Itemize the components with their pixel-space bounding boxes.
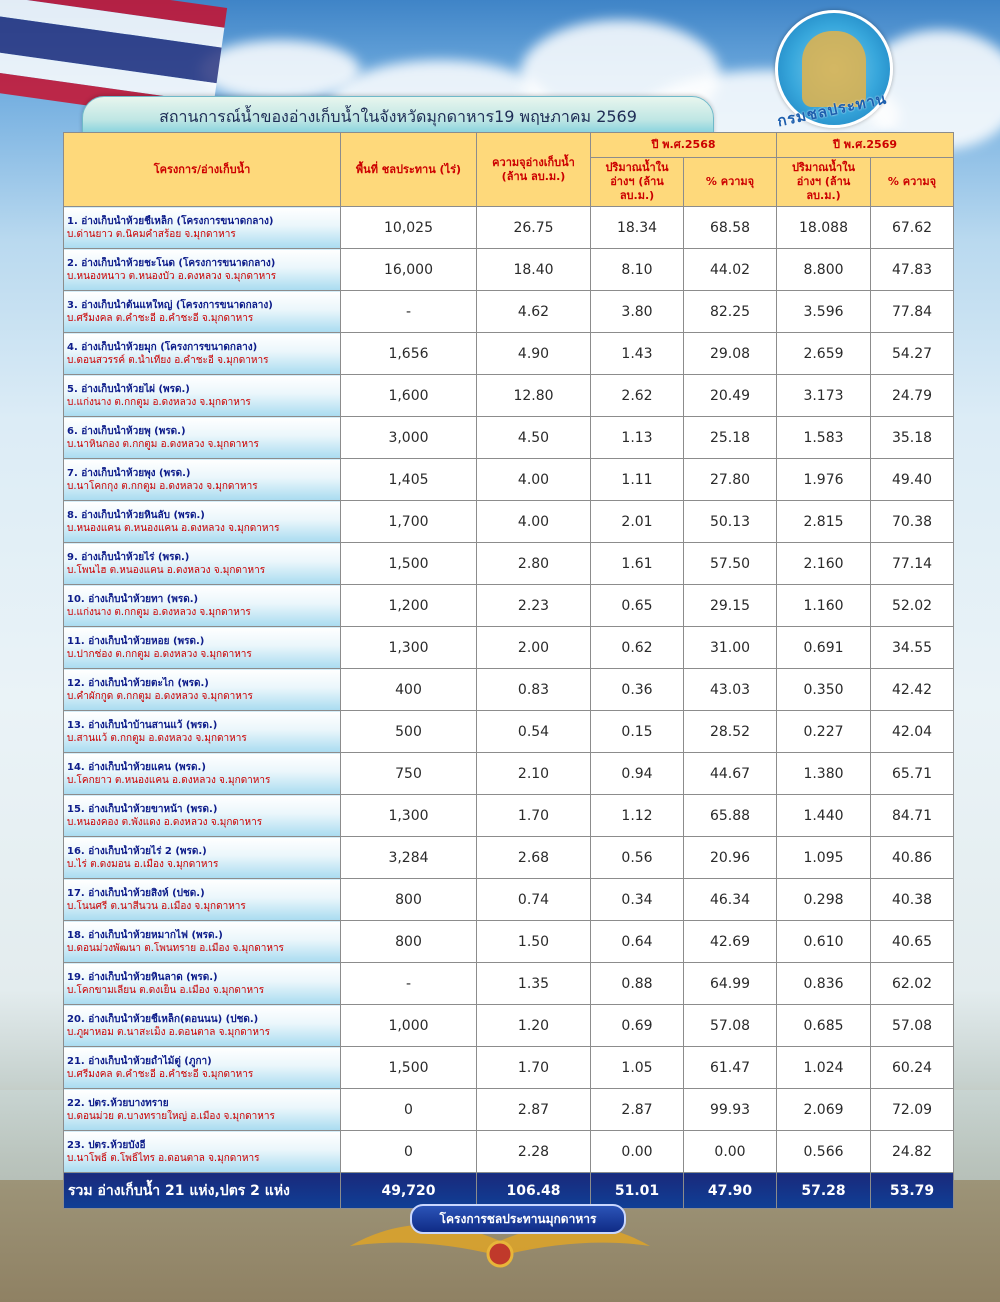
reservoir-name: 15. อ่างเก็บน้ำห้วยขาหน้า (พรด.) bbox=[67, 803, 218, 815]
reservoir-name: 13. อ่างเก็บน้ำบ้านสานแว้ (พรด.) bbox=[67, 719, 218, 731]
header-percent-2568: % ความจุ bbox=[684, 158, 777, 207]
cell-p68: 61.47 bbox=[684, 1047, 777, 1089]
cell-cap: 0.74 bbox=[477, 879, 591, 921]
cell-p69: 77.84 bbox=[871, 291, 954, 333]
cell-area: 1,000 bbox=[341, 1005, 477, 1047]
table-row bbox=[64, 585, 954, 627]
cell-v68: 1.61 bbox=[591, 543, 684, 585]
reservoir-location: บ.สานแว้ ต.กกตูม อ.ดงหลวง จ.มุกดาหาร bbox=[67, 732, 247, 744]
cell-v68: 2.01 bbox=[591, 501, 684, 543]
reservoir-name: 5. อ่างเก็บน้ำห้วยไผ่ (พรด.) bbox=[67, 383, 190, 395]
cell-v69: 1.024 bbox=[777, 1047, 871, 1089]
cell-cap: 0.54 bbox=[477, 711, 591, 753]
cell-v69: 0.350 bbox=[777, 669, 871, 711]
table-row bbox=[64, 669, 954, 711]
cell-p68: 28.52 bbox=[684, 711, 777, 753]
cell-p68: 44.02 bbox=[684, 249, 777, 291]
reservoir-name-cell bbox=[64, 795, 341, 837]
reservoir-name: 19. อ่างเก็บน้ำห้วยหินลาด (พรด.) bbox=[67, 971, 218, 983]
cell-area: 1,405 bbox=[341, 459, 477, 501]
reservoir-location: บ.โพนไฮ ต.หนองแคน อ.ดงหลวง จ.มุกดาหาร bbox=[67, 564, 266, 576]
reservoir-name-cell bbox=[64, 501, 341, 543]
cell-v69: 1.583 bbox=[777, 417, 871, 459]
reservoir-location: บ.แก่งนาง ต.กกตูม อ.ดงหลวง จ.มุกดาหาร bbox=[67, 396, 251, 408]
cell-area: 1,300 bbox=[341, 627, 477, 669]
reservoir-name: 22. ปตร.ห้วยบางทราย bbox=[67, 1097, 169, 1109]
table-row bbox=[64, 291, 954, 333]
table-row bbox=[64, 1005, 954, 1047]
reservoir-location: บ.นาโพธิ์ ต.โพธิ์ไทร อ.ดอนตาล จ.มุกดาหาร bbox=[67, 1152, 260, 1164]
reservoir-name-cell bbox=[64, 207, 341, 249]
cell-cap: 0.83 bbox=[477, 669, 591, 711]
cell-area: 500 bbox=[341, 711, 477, 753]
cell-p68: 0.00 bbox=[684, 1131, 777, 1173]
cell-cap: 2.23 bbox=[477, 585, 591, 627]
reservoir-name-cell bbox=[64, 627, 341, 669]
cell-cap: 1.50 bbox=[477, 921, 591, 963]
cell-v68: 2.87 bbox=[591, 1089, 684, 1131]
reservoir-name-cell bbox=[64, 333, 341, 375]
table-row bbox=[64, 1131, 954, 1173]
cell-v69: 0.691 bbox=[777, 627, 871, 669]
reservoir-name: 11. อ่างเก็บน้ำห้วยหอย (พรด.) bbox=[67, 635, 205, 647]
table-row bbox=[64, 501, 954, 543]
cell-p68: 50.13 bbox=[684, 501, 777, 543]
cell-v68: 0.15 bbox=[591, 711, 684, 753]
cell-area: 1,200 bbox=[341, 585, 477, 627]
cell-cap: 1.35 bbox=[477, 963, 591, 1005]
cell-p69: 70.38 bbox=[871, 501, 954, 543]
reservoir-name: 7. อ่างเก็บน้ำห้วยพุง (พรด.) bbox=[67, 467, 191, 479]
reservoir-location: บ.ศรีมงคล ต.คำชะอี อ.คำชะอี จ.มุกดาหาร bbox=[67, 1068, 254, 1080]
cell-cap: 26.75 bbox=[477, 207, 591, 249]
table-row bbox=[64, 837, 954, 879]
cell-area: 3,284 bbox=[341, 837, 477, 879]
reservoir-name-cell bbox=[64, 921, 341, 963]
reservoir-name: 12. อ่างเก็บน้ำห้วยตะไก (พรด.) bbox=[67, 677, 209, 689]
cell-v69: 1.095 bbox=[777, 837, 871, 879]
cell-area: - bbox=[341, 963, 477, 1005]
cell-v68: 0.00 bbox=[591, 1131, 684, 1173]
reservoir-name: 4. อ่างเก็บน้ำห้วยมุก (โครงการขนาดกลาง) bbox=[67, 341, 258, 353]
cell-area: 750 bbox=[341, 753, 477, 795]
table-row bbox=[64, 417, 954, 459]
reservoir-name: 10. อ่างเก็บน้ำห้วยทา (พรด.) bbox=[67, 593, 199, 605]
cell-v69: 8.800 bbox=[777, 249, 871, 291]
reservoir-location: บ.ดอนม่วงพัฒนา ต.โพนทราย อ.เมือง จ.มุกดาหาร bbox=[67, 942, 284, 954]
cell-area: 1,700 bbox=[341, 501, 477, 543]
reservoir-name: 21. อ่างเก็บน้ำห้วยถ้ำไม้ตู่ (ภูกา) bbox=[67, 1055, 212, 1067]
cell-v68: 8.10 bbox=[591, 249, 684, 291]
cell-v68: 0.62 bbox=[591, 627, 684, 669]
cell-v68: 1.05 bbox=[591, 1047, 684, 1089]
header-volume-2568: ปริมาณน้ำใน อ่างฯ (ล้าน ลบ.ม.) bbox=[591, 158, 684, 207]
reservoir-name-cell bbox=[64, 753, 341, 795]
page-title: สถานการณ์น้ำของอ่างเก็บน้ำในจังหวัดมุกดาหาร19 พฤษภาคม 2569 bbox=[159, 107, 637, 126]
cell-area: 16,000 bbox=[341, 249, 477, 291]
cell-v68: 1.43 bbox=[591, 333, 684, 375]
cell-p69: 49.40 bbox=[871, 459, 954, 501]
reservoir-name: 20. อ่างเก็บน้ำห้วยชี้เหล็ก(ดอนนน) (ปชด.) bbox=[67, 1013, 259, 1025]
cell-area: 400 bbox=[341, 669, 477, 711]
cell-v69: 2.069 bbox=[777, 1089, 871, 1131]
reservoir-name-cell bbox=[64, 1089, 341, 1131]
cell-p69: 54.27 bbox=[871, 333, 954, 375]
cell-cap: 4.00 bbox=[477, 501, 591, 543]
reservoir-name: 6. อ่างเก็บน้ำห้วยพุ (พรด.) bbox=[67, 425, 186, 437]
cell-cap: 4.62 bbox=[477, 291, 591, 333]
cell-p69: 65.71 bbox=[871, 753, 954, 795]
cell-v69: 3.173 bbox=[777, 375, 871, 417]
reservoir-name: 9. อ่างเก็บน้ำห้วยไร่ (พรด.) bbox=[67, 551, 190, 563]
cell-p68: 20.96 bbox=[684, 837, 777, 879]
reservoir-location: บ.หนองคอง ต.พังแดง อ.ดงหลวง จ.มุกดาหาร bbox=[67, 816, 263, 828]
cell-v68: 0.34 bbox=[591, 879, 684, 921]
header-area: พื้นที่ ชลประทาน (ไร่) bbox=[341, 133, 477, 207]
total-p69: 53.79 bbox=[871, 1173, 954, 1209]
cell-cap: 2.87 bbox=[477, 1089, 591, 1131]
reservoir-name: 2. อ่างเก็บน้ำห้วยชะโนด (โครงการขนาดกลาง) bbox=[67, 257, 276, 269]
reservoir-name-cell bbox=[64, 879, 341, 921]
cell-cap: 1.20 bbox=[477, 1005, 591, 1047]
cell-p68: 46.34 bbox=[684, 879, 777, 921]
reservoir-name: 17. อ่างเก็บน้ำห้วยสิงห์ (ปชด.) bbox=[67, 887, 205, 899]
cell-v68: 0.64 bbox=[591, 921, 684, 963]
cell-p68: 65.88 bbox=[684, 795, 777, 837]
cell-v69: 3.596 bbox=[777, 291, 871, 333]
cell-area: 1,500 bbox=[341, 543, 477, 585]
reservoir-location: บ.โคกยาว ต.หนองแคน อ.ดงหลวง จ.มุกดาหาร bbox=[67, 774, 271, 786]
cell-v68: 0.36 bbox=[591, 669, 684, 711]
reservoir-location: บ.โนนศรี ต.นาสีนวน อ.เมือง จ.มุกดาหาร bbox=[67, 900, 246, 912]
table-row bbox=[64, 795, 954, 837]
cell-area: 10,025 bbox=[341, 207, 477, 249]
table-row bbox=[64, 249, 954, 291]
reservoir-location: บ.ปากช่อง ต.กกตูม อ.ดงหลวง จ.มุกดาหาร bbox=[67, 648, 252, 660]
table-row bbox=[64, 543, 954, 585]
table-row bbox=[64, 459, 954, 501]
cell-p69: 34.55 bbox=[871, 627, 954, 669]
logo-text: กรมชลประทาน bbox=[775, 89, 889, 131]
cell-p69: 72.09 bbox=[871, 1089, 954, 1131]
reservoir-location: บ.ด่านยาว ต.นิคมคำสร้อย จ.มุกดาหาร bbox=[67, 228, 236, 240]
reservoir-name-cell bbox=[64, 585, 341, 627]
cell-cap: 1.70 bbox=[477, 795, 591, 837]
cell-p68: 99.93 bbox=[684, 1089, 777, 1131]
cell-p69: 24.82 bbox=[871, 1131, 954, 1173]
total-v69: 57.28 bbox=[777, 1173, 871, 1209]
reservoir-location: บ.ดอนสวรรค์ ต.น้ำเที่ยง อ.คำชะอี จ.มุกดาหาร bbox=[67, 354, 269, 366]
cell-area: 800 bbox=[341, 921, 477, 963]
reservoir-name-cell bbox=[64, 375, 341, 417]
reservoir-name-cell bbox=[64, 711, 341, 753]
reservoir-name-cell bbox=[64, 459, 341, 501]
reservoir-name-cell bbox=[64, 249, 341, 291]
table-row bbox=[64, 921, 954, 963]
header-capacity: ความจุอ่างเก็บน้ำ (ล้าน ลบ.ม.) bbox=[477, 133, 591, 207]
header-year-2568: ปี พ.ศ.2568 bbox=[591, 133, 777, 158]
header-year-2569: ปี พ.ศ.2569 bbox=[777, 133, 954, 158]
reservoir-location: บ.ดอนม่วย ต.บางทรายใหญ่ อ.เมือง จ.มุกดาหาร bbox=[67, 1110, 275, 1122]
cell-v69: 0.298 bbox=[777, 879, 871, 921]
cell-v68: 0.69 bbox=[591, 1005, 684, 1047]
reservoir-name: 18. อ่างเก็บน้ำห้วยหมากไฟ (พรด.) bbox=[67, 929, 223, 941]
cell-p69: 40.38 bbox=[871, 879, 954, 921]
cell-p69: 57.08 bbox=[871, 1005, 954, 1047]
footer-label: โครงการชลประทานมุกดาหาร bbox=[410, 1204, 626, 1234]
header-project: โครงการ/อ่างเก็บน้ำ bbox=[64, 133, 341, 207]
cell-cap: 2.28 bbox=[477, 1131, 591, 1173]
cell-p68: 27.80 bbox=[684, 459, 777, 501]
cell-p68: 29.08 bbox=[684, 333, 777, 375]
cell-cap: 2.00 bbox=[477, 627, 591, 669]
cell-p68: 57.50 bbox=[684, 543, 777, 585]
reservoir-name: 14. อ่างเก็บน้ำห้วยแคน (พรด.) bbox=[67, 761, 206, 773]
reservoir-location: บ.แก่งนาง ต.กกตูม อ.ดงหลวง จ.มุกดาหาร bbox=[67, 606, 251, 618]
cell-v69: 2.815 bbox=[777, 501, 871, 543]
total-label: รวม อ่างเก็บน้ำ 21 แห่ง,ปตร 2 แห่ง bbox=[64, 1173, 341, 1209]
cell-p69: 62.02 bbox=[871, 963, 954, 1005]
cell-v69: 2.659 bbox=[777, 333, 871, 375]
reservoir-name-cell bbox=[64, 963, 341, 1005]
cell-area: 1,656 bbox=[341, 333, 477, 375]
cell-cap: 4.00 bbox=[477, 459, 591, 501]
cell-v68: 1.13 bbox=[591, 417, 684, 459]
reservoir-location: บ.โคกขามเลียน ต.ดงเย็น อ.เมือง จ.มุกดาหาร bbox=[67, 984, 265, 996]
cell-area: 0 bbox=[341, 1089, 477, 1131]
cell-p69: 42.04 bbox=[871, 711, 954, 753]
total-v68: 51.01 bbox=[591, 1173, 684, 1209]
reservoir-name: 1. อ่างเก็บน้ำห้วยชี้เหล็ก (โครงการขนาดกลาง) bbox=[67, 215, 274, 227]
cell-v68: 18.34 bbox=[591, 207, 684, 249]
table-row bbox=[64, 879, 954, 921]
cell-cap: 12.80 bbox=[477, 375, 591, 417]
cell-p69: 84.71 bbox=[871, 795, 954, 837]
reservoir-name-cell bbox=[64, 837, 341, 879]
table-row bbox=[64, 963, 954, 1005]
title-bar bbox=[82, 96, 714, 136]
reservoir-location: บ.ไร่ ต.ดงมอน อ.เมือง จ.มุกดาหาร bbox=[67, 858, 219, 870]
cell-p68: 44.67 bbox=[684, 753, 777, 795]
reservoir-name-cell bbox=[64, 1005, 341, 1047]
table-row bbox=[64, 1089, 954, 1131]
reservoir-table bbox=[63, 132, 954, 1209]
reservoir-name-cell bbox=[64, 543, 341, 585]
cell-p68: 25.18 bbox=[684, 417, 777, 459]
cell-p69: 24.79 bbox=[871, 375, 954, 417]
reservoir-location: บ.นาโคกกุง ต.กกตูม อ.ดงหลวง จ.มุกดาหาร bbox=[67, 480, 258, 492]
reservoir-name-cell bbox=[64, 417, 341, 459]
cell-v69: 1.976 bbox=[777, 459, 871, 501]
cell-v69: 0.836 bbox=[777, 963, 871, 1005]
cell-cap: 18.40 bbox=[477, 249, 591, 291]
reservoir-location: บ.คำผักกูด ต.กกตูม อ.ดงหลวง จ.มุกดาหาร bbox=[67, 690, 253, 702]
header-percent-2569: % ความจุ bbox=[871, 158, 954, 207]
cell-cap: 2.68 bbox=[477, 837, 591, 879]
cell-p68: 68.58 bbox=[684, 207, 777, 249]
cell-p69: 77.14 bbox=[871, 543, 954, 585]
cell-v68: 1.11 bbox=[591, 459, 684, 501]
cell-v69: 0.685 bbox=[777, 1005, 871, 1047]
table-body bbox=[64, 207, 954, 1209]
cell-v69: 0.227 bbox=[777, 711, 871, 753]
reservoir-name-cell bbox=[64, 669, 341, 711]
cell-p68: 82.25 bbox=[684, 291, 777, 333]
reservoir-location: บ.หนองหนาว ต.หนองบัว อ.ดงหลวง จ.มุกดาหาร bbox=[67, 270, 277, 282]
cell-p69: 47.83 bbox=[871, 249, 954, 291]
table-row bbox=[64, 711, 954, 753]
cell-p69: 52.02 bbox=[871, 585, 954, 627]
reservoir-name-cell bbox=[64, 291, 341, 333]
cell-v68: 0.56 bbox=[591, 837, 684, 879]
cell-p68: 20.49 bbox=[684, 375, 777, 417]
reservoir-name: 16. อ่างเก็บน้ำห้วยไร่ 2 (พรด.) bbox=[67, 845, 207, 857]
reservoir-name: 3. อ่างเก็บน้ำต้นแหใหญ่ (โครงการขนาดกลาง) bbox=[67, 299, 273, 311]
cell-p69: 40.86 bbox=[871, 837, 954, 879]
cell-cap: 1.70 bbox=[477, 1047, 591, 1089]
table-row bbox=[64, 207, 954, 249]
reservoir-name: 23. ปตร.ห้วยบังอี่ bbox=[67, 1139, 146, 1151]
cell-p68: 42.69 bbox=[684, 921, 777, 963]
cell-p68: 64.99 bbox=[684, 963, 777, 1005]
cell-cap: 4.90 bbox=[477, 333, 591, 375]
cell-p68: 29.15 bbox=[684, 585, 777, 627]
cell-cap: 4.50 bbox=[477, 417, 591, 459]
reservoir-name-cell bbox=[64, 1047, 341, 1089]
cell-v69: 1.160 bbox=[777, 585, 871, 627]
total-cap: 106.48 bbox=[477, 1173, 591, 1209]
cell-p68: 43.03 bbox=[684, 669, 777, 711]
table-row bbox=[64, 375, 954, 417]
cell-area: 800 bbox=[341, 879, 477, 921]
cell-v68: 2.62 bbox=[591, 375, 684, 417]
cell-v68: 0.88 bbox=[591, 963, 684, 1005]
cell-v69: 18.088 bbox=[777, 207, 871, 249]
cell-area: 0 bbox=[341, 1131, 477, 1173]
header-volume-2569: ปริมาณน้ำใน อ่างฯ (ล้าน ลบ.ม.) bbox=[777, 158, 871, 207]
table-row bbox=[64, 1047, 954, 1089]
cell-p69: 67.62 bbox=[871, 207, 954, 249]
cell-v69: 1.440 bbox=[777, 795, 871, 837]
cell-p69: 40.65 bbox=[871, 921, 954, 963]
cell-v68: 0.65 bbox=[591, 585, 684, 627]
total-area: 49,720 bbox=[341, 1173, 477, 1209]
reservoir-location: บ.ศรีมงคล ต.คำชะอี อ.คำชะอี จ.มุกดาหาร bbox=[67, 312, 254, 324]
table-row bbox=[64, 333, 954, 375]
cell-v68: 3.80 bbox=[591, 291, 684, 333]
cell-cap: 2.80 bbox=[477, 543, 591, 585]
reservoir-name: 8. อ่างเก็บน้ำห้วยหินลับ (พรด.) bbox=[67, 509, 205, 521]
cell-area: - bbox=[341, 291, 477, 333]
reservoir-location: บ.ภูผาหอม ต.นาสะเม็ง อ.ดอนตาล จ.มุกดาหาร bbox=[67, 1026, 270, 1038]
reservoir-location: บ.นาหินกอง ต.กกตูม อ.ดงหลวง จ.มุกดาหาร bbox=[67, 438, 259, 450]
cell-p69: 60.24 bbox=[871, 1047, 954, 1089]
cell-v69: 1.380 bbox=[777, 753, 871, 795]
cell-cap: 2.10 bbox=[477, 753, 591, 795]
cell-area: 1,600 bbox=[341, 375, 477, 417]
cell-v69: 0.610 bbox=[777, 921, 871, 963]
cell-p69: 35.18 bbox=[871, 417, 954, 459]
table-row bbox=[64, 753, 954, 795]
cell-v69: 0.566 bbox=[777, 1131, 871, 1173]
cell-p68: 57.08 bbox=[684, 1005, 777, 1047]
table-row bbox=[64, 627, 954, 669]
cell-area: 1,300 bbox=[341, 795, 477, 837]
cell-v68: 1.12 bbox=[591, 795, 684, 837]
cell-p69: 42.42 bbox=[871, 669, 954, 711]
reservoir-location: บ.หนองแคน ต.หนองแคน อ.ดงหลวง จ.มุกดาหาร bbox=[67, 522, 280, 534]
reservoir-name-cell bbox=[64, 1131, 341, 1173]
total-p68: 47.90 bbox=[684, 1173, 777, 1209]
cell-p68: 31.00 bbox=[684, 627, 777, 669]
cell-v69: 2.160 bbox=[777, 543, 871, 585]
cell-area: 3,000 bbox=[341, 417, 477, 459]
cell-v68: 0.94 bbox=[591, 753, 684, 795]
cell-area: 1,500 bbox=[341, 1047, 477, 1089]
